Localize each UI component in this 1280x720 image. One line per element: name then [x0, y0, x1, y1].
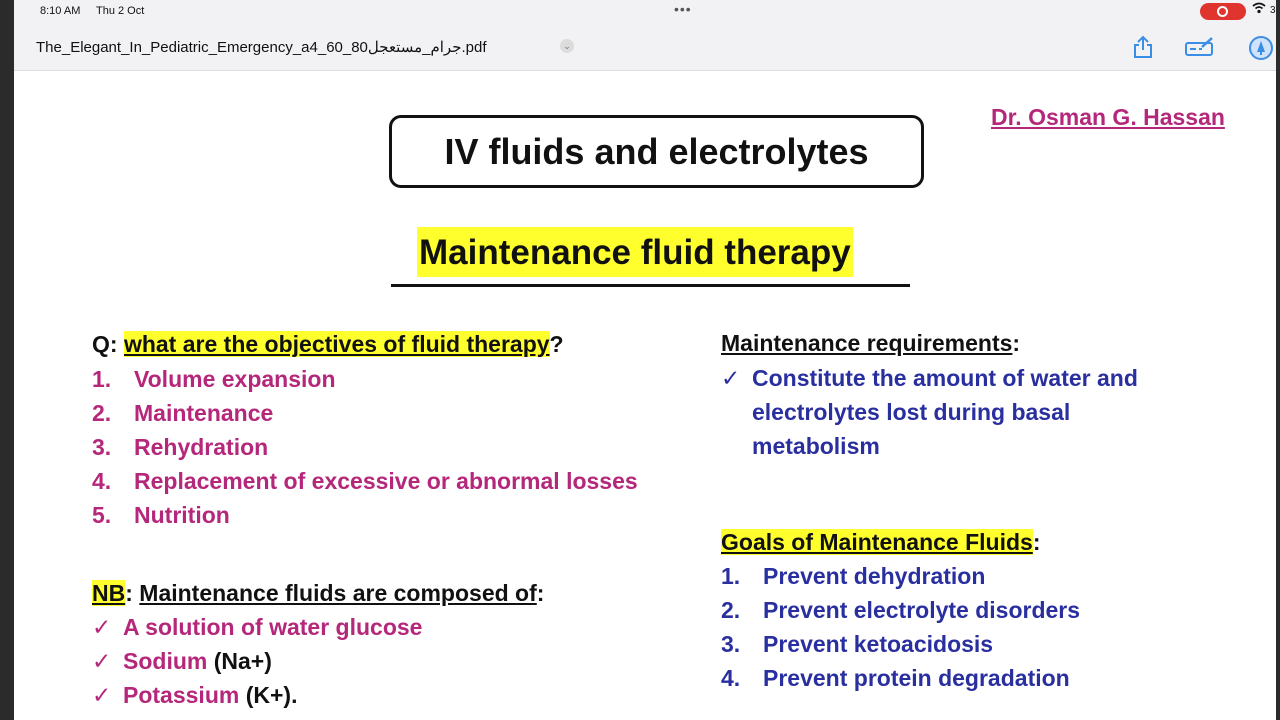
- page-subtitle: Maintenance fluid therapy: [417, 227, 853, 277]
- share-icon[interactable]: [1132, 35, 1154, 65]
- item-text: Replacement of excessive or abnormal losses: [134, 468, 638, 494]
- markup-icon[interactable]: [1184, 35, 1216, 65]
- goals-heading: [721, 527, 1041, 557]
- item-number: 4.: [92, 468, 112, 494]
- item-number: 2.: [721, 597, 741, 623]
- right-frame: [1276, 0, 1280, 720]
- page-title: IV fluids and electrolytes: [444, 130, 869, 172]
- requirements-line: metabolism: [752, 433, 880, 459]
- goal-item: [721, 561, 985, 591]
- battery-indicator: 3: [1270, 5, 1276, 16]
- requirements-text: Constitute the amount of water and: [752, 365, 1138, 391]
- nb-item-suffix: (K+).: [239, 682, 298, 708]
- title-box: [389, 115, 924, 188]
- status-time: 8:10 AM: [40, 5, 81, 17]
- nb-heading-text: Maintenance fluids are composed of: [139, 580, 537, 606]
- subtitle-underline: [391, 284, 910, 287]
- chevron-down-icon[interactable]: ⌄: [560, 39, 574, 53]
- item-number: 1.: [721, 563, 741, 589]
- goal-item: [721, 663, 1070, 693]
- left-frame: [0, 0, 14, 720]
- goals-heading-text: Goals of Maintenance Fluids: [721, 529, 1033, 555]
- status-date: Thu 2 Oct: [96, 5, 145, 17]
- item-text: Prevent dehydration: [763, 563, 986, 589]
- objective-item: [92, 364, 336, 394]
- wifi-icon: [1252, 2, 1266, 17]
- item-text: Nutrition: [134, 502, 230, 528]
- requirements-heading: [721, 328, 1020, 358]
- question-text: what are the objectives of fluid therapy: [123, 331, 550, 357]
- requirements-line: [721, 363, 1138, 393]
- nb-item-text: Potassium: [123, 682, 240, 708]
- goal-item: [721, 595, 1080, 625]
- item-number: 2.: [92, 400, 112, 426]
- requirements-line: electrolytes lost during basal: [752, 399, 1071, 425]
- item-text: Prevent electrolyte disorders: [763, 597, 1081, 623]
- status-bar: [14, 0, 1276, 24]
- requirements-heading-text: Maintenance requirements: [721, 330, 1013, 356]
- item-text: Prevent ketoacidosis: [763, 631, 994, 657]
- question-suffix: ?: [549, 331, 564, 357]
- item-text: Maintenance: [134, 400, 274, 426]
- nb-colon: :: [536, 580, 545, 606]
- objective-item: [92, 432, 268, 462]
- nb-separator: :: [125, 580, 140, 606]
- document-title[interactable]: The_Elegant_In_Pediatric_Emergency_a4_60_80جرام_مستعجل.pdf: [36, 39, 487, 56]
- item-number: 3.: [92, 434, 112, 460]
- objective-item: [92, 398, 273, 428]
- checkmark-icon: ✓: [721, 365, 741, 391]
- nb-heading: [92, 578, 544, 608]
- checkmark-icon: ✓: [92, 614, 112, 640]
- nb-item: [92, 680, 297, 710]
- item-number: 1.: [92, 366, 112, 392]
- pencil-circle-icon[interactable]: [1248, 35, 1274, 67]
- objective-item: [92, 466, 638, 496]
- nb-label: NB: [92, 580, 126, 606]
- item-number: 3.: [721, 631, 741, 657]
- question-prefix: Q:: [92, 331, 124, 357]
- item-text: Volume expansion: [134, 366, 336, 392]
- checkmark-icon: ✓: [92, 682, 112, 708]
- multitasking-dots-icon[interactable]: •••: [674, 1, 692, 17]
- goals-colon: :: [1032, 529, 1041, 555]
- item-text: Prevent protein degradation: [763, 665, 1070, 691]
- nb-item: [92, 646, 272, 676]
- question-heading: [92, 329, 564, 359]
- nb-item: [92, 612, 422, 642]
- pdf-toolbar: [14, 24, 1276, 71]
- checkmark-icon: ✓: [92, 648, 112, 674]
- nb-item-text: Sodium: [123, 648, 208, 674]
- nb-item-text: A solution of water glucose: [123, 614, 423, 640]
- author-name: Dr. Osman G. Hassan: [991, 104, 1225, 130]
- item-number: 5.: [92, 502, 112, 528]
- screen-recording-icon[interactable]: [1200, 3, 1246, 20]
- nb-item-suffix: (Na+): [207, 648, 272, 674]
- goal-item: [721, 629, 993, 659]
- item-text: Rehydration: [134, 434, 269, 460]
- item-number: 4.: [721, 665, 741, 691]
- pdf-page[interactable]: [14, 71, 1276, 720]
- requirements-colon: :: [1012, 330, 1021, 356]
- objective-item: [92, 500, 230, 530]
